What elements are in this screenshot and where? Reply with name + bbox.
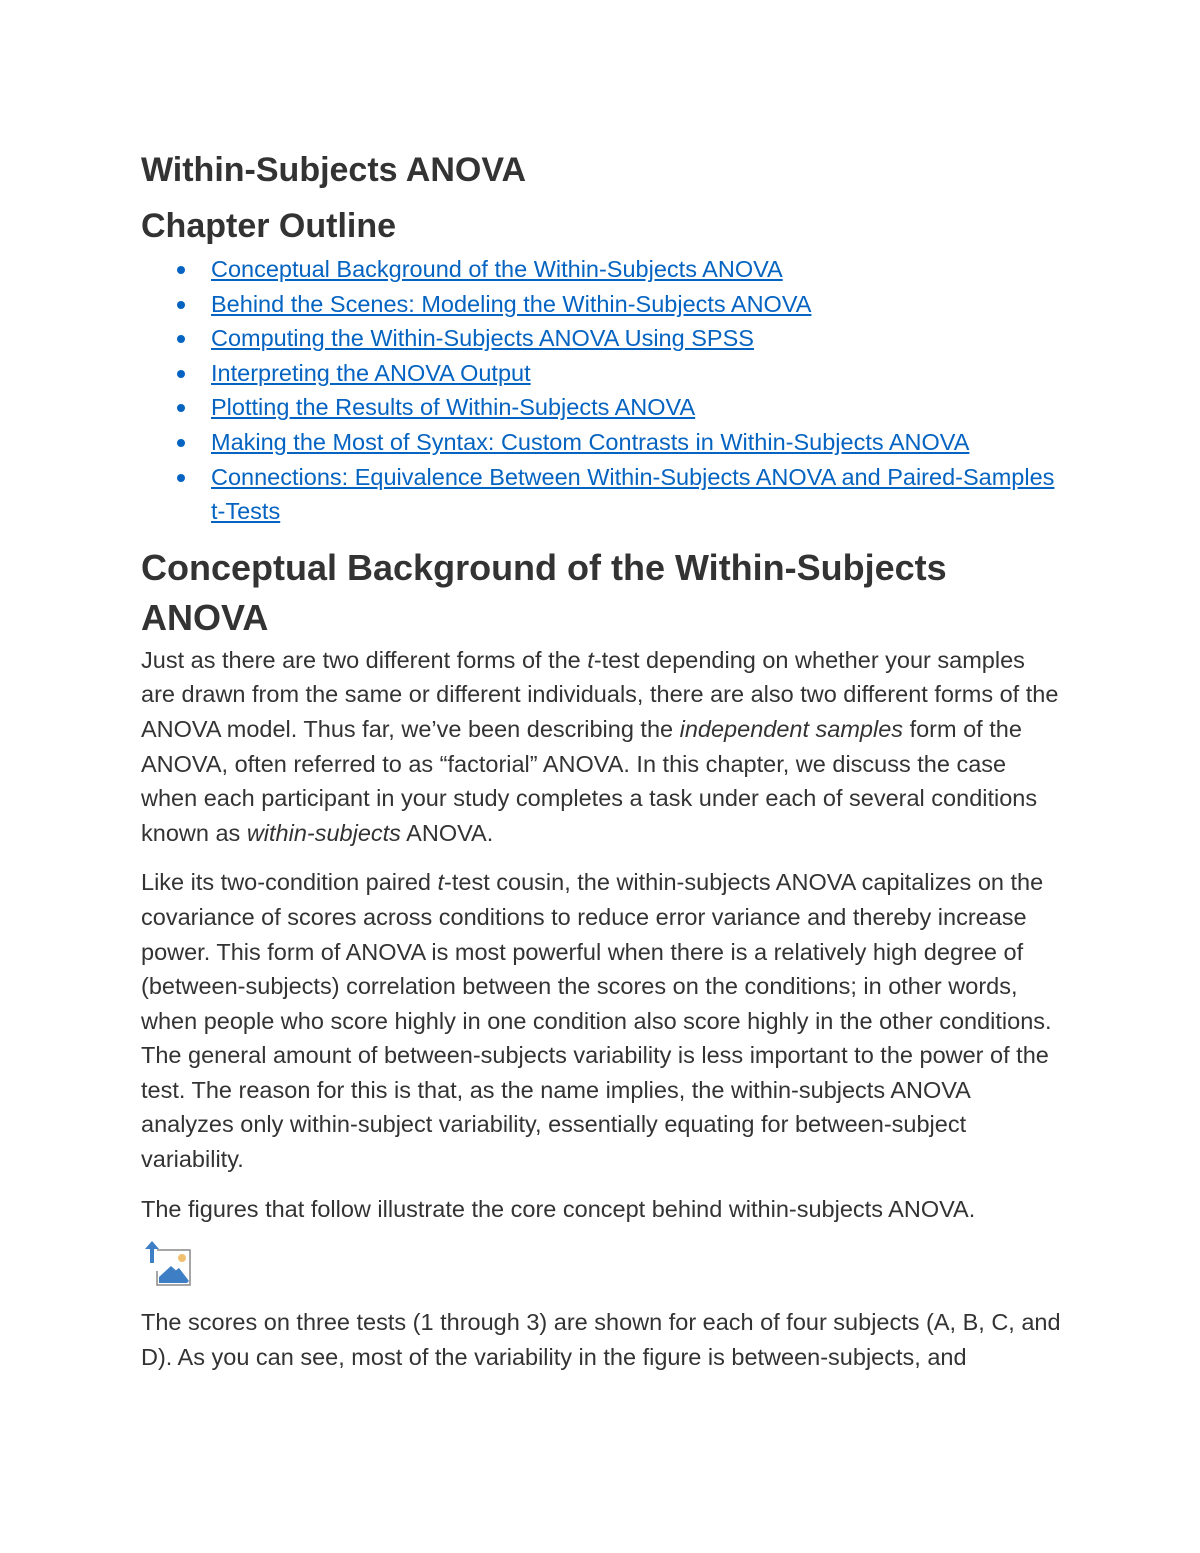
outline-item	[211, 460, 1061, 529]
outline-link[interactable]: Computing the Within-Subjects ANOVA Using SPSS	[211, 325, 754, 352]
outline-item	[211, 287, 1061, 322]
outline-link[interactable]: Behind the Scenes: Modeling the Within-Subjects ANOVA	[211, 290, 812, 317]
paragraph: The figures that follow illustrate the core concept behind within-subjects ANOVA.	[141, 1195, 976, 1222]
text: independent samples	[679, 715, 904, 742]
text: t	[587, 646, 594, 673]
paragraph: The scores on three tests (1 through 3) are shown for each of four subjects (A, B, C, and D). As you can see, most of the variability in the figure is between-subjects, and	[141, 1309, 1061, 1370]
outline-link[interactable]: Interpreting the ANOVA Output	[211, 359, 531, 386]
outline-link[interactable]: Making the Most of Syntax: Custom Contrasts in Within-Subjects ANOVA	[211, 428, 970, 455]
image-placeholder-icon	[143, 1241, 191, 1287]
outline-link[interactable]: Plotting the Results of Within-Subjects ANOVA	[211, 394, 696, 421]
text: -test depending on whether your samples are drawn from the same or different individuals, there are also two different forms of the ANOVA model. Thus far, we’ve been describing the	[141, 646, 1059, 742]
text: -test cousin, the within-subjects ANOVA capitalizes on the covariance of scores across conditions to reduce error variance and thereby increase power. This form of ANOVA is most powerful when there is a relatively high degree of (between-subjects) correlation between the scores on the conditions; in other words, when people who score highly in one condition also score highly in the other conditions. The general amount of between-subjects variability is less important to the power of the test. The reason for this is that, as the name implies, the within-subjects ANOVA analyzes only within-subject variability, essentially equating for between-subject variability.	[141, 869, 1052, 1173]
text: Like its two-condition paired	[141, 869, 438, 896]
paragraph	[141, 643, 1061, 851]
text: ANOVA.	[400, 819, 494, 846]
text: form of the ANOVA, often referred to as “factorial” ANOVA. In this chapter, we discuss the case when each participant in your study completes a task under each of several conditions known as	[141, 715, 1038, 846]
paragraph	[141, 865, 1061, 1176]
section-heading: Conceptual Background of the Within-Subjects ANOVA	[141, 546, 947, 638]
document-page	[141, 148, 1061, 1389]
chapter-outline-list	[141, 252, 1061, 529]
outline-item	[211, 252, 1061, 287]
outline-item	[211, 356, 1061, 391]
text: t	[437, 869, 445, 896]
text: Just as there are two different forms of the	[141, 646, 588, 673]
text: within-subjects	[246, 819, 401, 846]
chapter-outline-heading: Chapter Outline	[141, 207, 397, 245]
document-title: Within-Subjects ANOVA	[141, 151, 527, 189]
outline-link[interactable]: Connections: Equivalence Between Within-Subjects ANOVA and Paired-Samples t-Tests	[211, 463, 1055, 525]
outline-item	[211, 390, 1061, 425]
outline-item	[211, 425, 1061, 460]
outline-item	[211, 321, 1061, 356]
outline-link[interactable]: Conceptual Background of the Within-Subjects ANOVA	[211, 256, 783, 282]
